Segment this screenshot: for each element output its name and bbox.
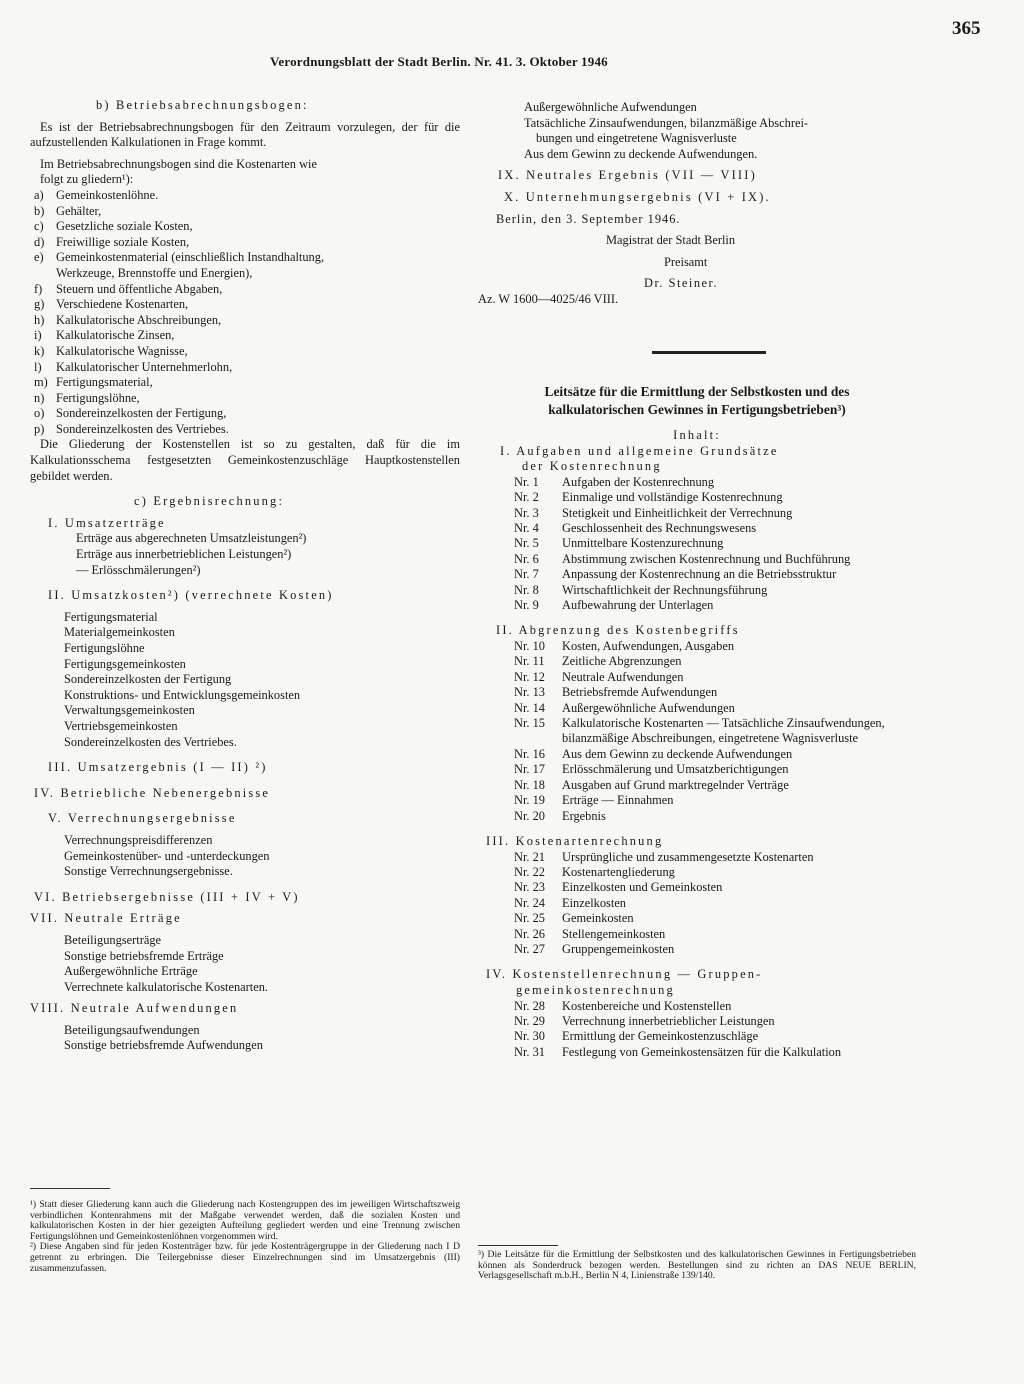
list-item: Außergewöhnliche Aufwendungen [524, 100, 697, 114]
toc-group-1-title-line-2: der Kostenrechnung [522, 459, 662, 474]
toc-entry: Nr. 19 Erträge — Einnahmen [514, 793, 674, 808]
footnote-2: ²) Diese Angaben sind für jeden Kostenträger bzw. für jede Kostenträgergruppe in der Gliederung nach I D getrennt zu erbringen. Die Teilergebnisse dieser Einzelrechnungen sind im Umsatzergebnis (III) zusammenzufassen. [30, 1241, 460, 1274]
toc-entry: Nr. 13 Betriebsfremde Aufwendungen [514, 685, 718, 700]
toc-entry: Nr. 26 Stellengemeinkosten [514, 926, 666, 941]
result-section-7: VII. Neutrale Erträge [30, 911, 182, 926]
footnote-divider [30, 1188, 110, 1189]
section-b-paragraph-1: Es ist der Betriebsabrechnungsbogen für den Zeitraum vorzulegen, der für die aufzustellenden Kalkulationen in Frage kommt. [30, 119, 460, 150]
list-item: d) Freiwillige soziale Kosten, [34, 234, 190, 249]
list-item: h) Kalkulatorische Abschreibungen, [34, 312, 222, 327]
list-item: n) Fertigungslöhne, [34, 390, 140, 405]
list-item: l) Kalkulatorischer Unternehmerlohn, [34, 359, 233, 374]
list-item: Konstruktions- und Entwicklungsgemeinkosten [64, 687, 301, 702]
right-footnotes [478, 1250, 916, 1282]
toc-entry: Nr. 1 Aufgaben der Kostenrechnung [514, 474, 715, 489]
list-item: Beteiligungserträge [64, 932, 162, 947]
result-section-9: IX. Neutrales Ergebnis (VII — VIII) [498, 168, 757, 183]
list-item: Verrechnete kalkulatorische Kostenarten. [64, 979, 269, 994]
list-item: p) Sondereinzelkosten des Vertriebes. [34, 421, 229, 436]
list-item: m) Fertigungsmaterial, [34, 375, 153, 390]
footnote-1: ¹) Statt dieser Gliederung kann auch die Gliederung nach Kostengruppen des im jeweiligen Wirtschaftszweig verbindlichen Kontenrahmens mit der Maßgabe verwendet werden, daß die sozialen Kosten und kalkulatorischen Kosten in der hier gezeigten Aufteilung gegliedert werden und eine Trennung zwischen Fertigungslöhnen und Gemeinkostenlöhnen vorgenommen wird. [30, 1199, 460, 1242]
reference-number: Az. W 1600—4025/46 VIII. [478, 291, 619, 306]
toc-entry: Nr. 28 Kostenbereiche und Kostenstellen [514, 998, 732, 1013]
toc-entry: Nr. 5 Unmittelbare Kostenzurechnung [514, 536, 724, 551]
document-title-line-1: Leitsätze für die Ermittlung der Selbstkosten und des [544, 384, 850, 399]
list-item: k) Kalkulatorische Wagnisse, [34, 343, 188, 358]
page-header-title: Verordnungsblatt der Stadt Berlin. Nr. 41. 3. Oktober 1946 [270, 54, 608, 69]
toc-group-3-title: III. Kostenartenrechnung [486, 833, 664, 848]
list-item: i) Kalkulatorische Zinsen, [34, 328, 175, 343]
left-footnotes [30, 1200, 460, 1274]
toc-group-1-title-line-1: I. Aufgaben und allgemeine Grundsätze [500, 443, 779, 458]
table-of-contents [478, 428, 916, 1060]
toc-entry: Nr. 27 Gruppengemeinkosten [514, 941, 675, 956]
signature-authority: Magistrat der Stadt Berlin [606, 233, 736, 248]
signature-office: Preisamt [664, 254, 708, 269]
list-item: bungen und eingetretene Wagnisverluste [536, 131, 737, 146]
toc-entry: Nr. 25 Gemeinkosten [514, 911, 634, 926]
result-section-10: X. Unternehmungsergebnis (VI + IX). [504, 189, 771, 204]
list-item: Materialgemeinkosten [64, 625, 175, 640]
list-item: Beteiligungsaufwendungen [64, 1022, 200, 1037]
result-section-5: V. Verrechnungsergebnisse [48, 811, 237, 826]
list-item: Außergewöhnliche Erträge [64, 964, 198, 979]
list-item: o) Sondereinzelkosten der Fertigung, [34, 406, 227, 421]
toc-entry: Nr. 30 Ermittlung der Gemeinkostenzuschläge [514, 1029, 759, 1044]
section-b-paragraph-3: Die Gliederung der Kostenstellen ist so zu gestalten, daß für die im Kalkulationsschema festgesetzten Gemeinkostenzuschläge Hauptkostenstellen gebildet werden. [30, 437, 460, 483]
left-column [30, 98, 460, 1054]
toc-entry: Nr. 15 Kalkulatorische Kostenarten — Tatsächliche Zinsaufwendungen, bilanzmäßige Abschreibungen, eingetretene Wagnisverluste [514, 716, 885, 746]
list-item: g) Verschiedene Kostenarten, [34, 297, 189, 312]
toc-entry: Nr. 10 Kosten, Aufwendungen, Ausgaben [514, 639, 735, 654]
toc-entry: Nr. 6 Abstimmung zwischen Kostenrechnung und Buchführung [514, 551, 851, 566]
list-item: Tatsächliche Zinsaufwendungen, bilanzmäßige Abschrei- [524, 115, 809, 130]
toc-group-2-title: II. Abgrenzung des Kostenbegriffs [496, 623, 740, 638]
right-column [478, 100, 916, 308]
result-section-8: VIII. Neutrale Aufwendungen [30, 1001, 239, 1016]
list-item: Sondereinzelkosten des Vertriebes. [64, 734, 237, 749]
list-item: Fertigungslöhne [64, 641, 145, 655]
list-item: Vertriebsgemeinkosten [64, 718, 178, 733]
toc-entry: Nr. 16 Aus dem Gewinn zu deckende Aufwendungen [514, 746, 793, 761]
list-item: Aus dem Gewinn zu deckende Aufwendungen. [524, 146, 758, 161]
toc-entry: Nr. 14 Außergewöhnliche Aufwendungen [514, 700, 735, 715]
list-item: f) Steuern und öffentliche Abgaben, [34, 281, 223, 296]
list-item: — Erlösschmälerungen²) [76, 562, 201, 577]
result-section-6: VI. Betriebsergebnisse (III + IV + V) [34, 889, 300, 904]
list-item: b) Gehälter, [34, 203, 102, 218]
section-b-heading: b) Betriebsabrechnungsbogen: [96, 98, 309, 112]
cost-types-list [30, 188, 460, 438]
toc-entry: Nr. 2 Einmalige und vollständige Kostenrechnung [514, 490, 783, 505]
list-item: c) Gesetzliche soziale Kosten, [34, 219, 193, 234]
list-item: Sondereinzelkosten der Fertigung [64, 672, 232, 687]
footnote-3: ³) Die Leitsätze für die Ermittlung der Selbstkosten und des kalkulatorischen Gewinnes in Fertigungsbetrieben können als Sonderdruck bezogen werden. Bestellungen sind zu richten an DAS NEUE BERLIN, Verlagsgesellschaft m.b.H., Berlin N 4, Linienstraße 139/140. [478, 1249, 916, 1282]
toc-entry: Nr. 17 Erlösschmälerung und Umsatzberichtigungen [514, 762, 789, 777]
toc-entry: Nr. 11 Zeitliche Abgrenzungen [514, 654, 682, 669]
section-c-heading: c) Ergebnisrechnung: [134, 494, 285, 509]
list-item: Verrechnungspreisdifferenzen [64, 832, 213, 847]
toc-entry: Nr. 4 Geschlossenheit des Rechnungswesens [514, 521, 757, 535]
toc-entry: Nr. 8 Wirtschaftlichkeit der Rechnungsführung [514, 582, 768, 597]
toc-entry: Nr. 24 Einzelkosten [514, 895, 626, 910]
list-item: Sonstige betriebsfremde Aufwendungen [64, 1038, 263, 1053]
toc-entry: Nr. 3 Stetigkeit und Einheitlichkeit der Verrechnung [514, 505, 793, 520]
toc-group-4-title-line-1: IV. Kostenstellenrechnung — Gruppen- [486, 967, 763, 982]
list-item: Gemeinkostenüber- und -unterdeckungen [64, 848, 270, 863]
toc-entry: Nr. 23 Einzelkosten und Gemeinkosten [514, 880, 723, 895]
list-item: e) Gemeinkostenmaterial (einschließlich Instandhaltung, [34, 250, 325, 265]
section-divider [652, 351, 766, 354]
document-title [478, 383, 916, 419]
result-section-4: IV. Betriebliche Nebenergebnisse [34, 785, 271, 800]
footnote-divider [478, 1245, 558, 1246]
list-item: Verwaltungsgemeinkosten [64, 703, 195, 718]
toc-entry: Nr. 29 Verrechnung innerbetrieblicher Leistungen [514, 1013, 775, 1028]
page-number: 365 [952, 18, 981, 39]
list-item: Sonstige Verrechnungsergebnisse. [64, 864, 233, 879]
list-item: Erträge aus abgerechneten Umsatzleistungen²) [76, 531, 307, 546]
toc-entry: Nr. 31 Festlegung von Gemeinkostensätzen für die Kalkulation [514, 1044, 842, 1059]
signature-name: Dr. Steiner. [644, 276, 719, 291]
toc-entry: Nr. 9 Aufbewahrung der Unterlagen [514, 598, 714, 613]
list-item: a) Gemeinkostenlöhne. [34, 187, 159, 202]
list-item: Werkzeuge, Brennstoffe und Energien), [56, 265, 253, 280]
toc-entry: Nr. 12 Neutrale Aufwendungen [514, 669, 684, 684]
list-item: Fertigungsgemeinkosten [64, 656, 186, 671]
section-b-paragraph-2-line-1: Im Betriebsabrechnungsbogen sind die Kostenarten wie [40, 156, 317, 171]
toc-entry: Nr. 20 Ergebnis [514, 808, 606, 823]
result-section-3: III. Umsatzergebnis (I — II) ²) [48, 760, 268, 775]
list-item: Fertigungsmaterial [64, 609, 158, 624]
document-title-line-2: kalkulatorischen Gewinnes in Fertigungsbetrieben³) [548, 402, 846, 417]
place-date: Berlin, den 3. September 1946. [496, 211, 681, 226]
result-section-2: II. Umsatzkosten²) (verrechnete Kosten) [48, 588, 334, 603]
toc-heading: Inhalt: [673, 428, 721, 442]
result-section-1: I. Umsatzerträge [48, 515, 166, 530]
toc-entry: Nr. 18 Ausgaben auf Grund marktregelnder Verträge [514, 777, 789, 792]
toc-group-4-title-line-2: gemeinkostenrechnung [516, 982, 675, 997]
toc-entry: Nr. 22 Kostenartengliederung [514, 864, 675, 879]
toc-entry: Nr. 7 Anpassung der Kostenrechnung an die Betriebsstruktur [514, 567, 837, 582]
section-b-paragraph-2-line-2: folgt zu gliedern¹): [40, 172, 134, 187]
toc-entry: Nr. 21 Ursprüngliche und zusammengesetzte Kostenarten [514, 849, 814, 864]
list-item: Sonstige betriebsfremde Erträge [64, 948, 224, 963]
list-item: Erträge aus innerbetrieblichen Leistungen²) [76, 547, 292, 562]
